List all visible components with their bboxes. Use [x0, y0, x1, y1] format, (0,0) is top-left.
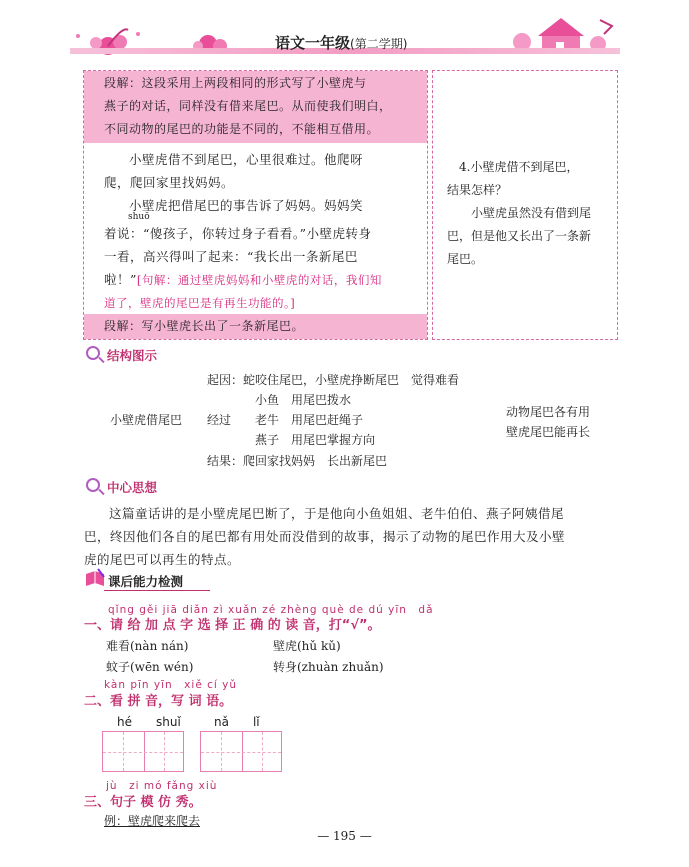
page-header — [70, 16, 620, 66]
side-question: 4.小壁虎借不到尾巴， 结果怎样？ — [447, 160, 579, 197]
question-3-pinyin: jù zi mó fǎng xiù — [106, 780, 218, 792]
page-number: — 195 — — [317, 829, 372, 843]
exercise-title: 课后能力检测 — [108, 574, 184, 589]
paragraph-1: 小壁虎借不到尾巴，心里很难过。他爬呀 爬，爬回家里找妈妈。 — [104, 152, 364, 190]
writing-grid-1[interactable] — [102, 731, 184, 772]
section-note: 段解：这段采用上两段相同的形式写了小壁虎与 燕子的对话，同样没有借来尾巴。从而使我们明白， 不同动物的尾巴的功能是不同的，不能相互借用。 — [104, 76, 392, 136]
q1-item-4: 转身(zhuàn zhuǎn) — [273, 660, 384, 674]
structure-swallow: 燕子 用尾巴掌握方向 — [255, 433, 376, 447]
structure-fish: 小鱼 用尾巴拨水 — [255, 393, 352, 407]
writing-grid-2[interactable] — [200, 731, 282, 772]
structure-conclusion-1: 动物尾巴各有用 — [506, 405, 591, 419]
q1-item-1: 难看(nàn nán) — [106, 639, 189, 653]
book-pen-icon — [84, 568, 106, 588]
paragraph-2: 小壁虎把借尾巴的事告诉了妈妈。妈妈笑 — [129, 198, 364, 213]
question-3: 三、句子 模 仿 秀。 — [84, 795, 202, 810]
q3-example: 例：壁虎爬来爬去 — [104, 814, 201, 828]
central-idea-text: 这篇童话讲的是小壁虎尾巴断了，于是他向小鱼姐姐、老牛伯伯、燕子阿姨借尾 巴，终因他们各自的尾巴都有用处而没借到的故事，揭示了动物的尾巴作用大及小壁 虎的尾巴可以再生的特点。 — [84, 506, 566, 567]
q2-pinyin-1: hé shuǐ — [117, 715, 181, 729]
q1-item-2: 壁虎(hǔ kǔ) — [273, 639, 341, 653]
structure-title: 结构图示 — [107, 348, 158, 363]
structure-cause: 起因：蛇咬住尾巴，小壁虎挣断尾巴 觉得难看 — [207, 373, 460, 387]
flower-decoration-icon — [68, 16, 268, 64]
q1-item-3: 蚊子(wēn wén) — [106, 660, 194, 674]
q2-pinyin-2: nǎ lǐ — [214, 715, 260, 729]
house-decoration-icon — [500, 12, 620, 64]
question-1: 一、请 给 加 点 字 选 择 正 确 的 读 音，打“√”。 — [84, 618, 381, 633]
structure-ox: 老牛 用尾巴赶绳子 — [255, 413, 364, 427]
question-2-pinyin: kàn pīn yīn xiě cí yǔ — [104, 679, 238, 691]
structure-main: 小壁虎借尾巴 — [110, 413, 183, 427]
bottom-note: 段解：写小壁虎长出了一条新尾巴。 — [104, 319, 305, 333]
sentence-note: [句解：通过壁虎妈妈和小壁虎的对话，我们知 — [136, 273, 382, 287]
structure-process: 经过 — [207, 413, 232, 427]
ruby-pinyin: shuō — [128, 212, 150, 222]
exercise-title-underline — [104, 590, 210, 591]
question-2: 二、看 拼 音，写 词 语。 — [84, 694, 233, 709]
structure-conclusion-2: 壁虎尾巴能再长 — [506, 425, 591, 439]
magnifier-icon — [86, 346, 100, 360]
paragraph-2-cont: 着说：“傻孩子，你转过身子看看。”小壁虎转身 一看，高兴得叫了起来：“我长出一条新尾巴 啦！”[句解：通过壁虎妈妈和小壁虎的对话，我们知 道了，壁虎的尾巴是有再生功能的。] — [104, 226, 382, 310]
page-title: 语文一年级(第二学期) — [275, 34, 408, 52]
structure-result: 结果：爬回家找妈妈 长出新尾巴 — [207, 454, 388, 468]
question-1-pinyin: qǐng gěi jiā diǎn zì xuǎn zé zhèng què de dú yīn dǎ — [108, 604, 434, 616]
magnifier-icon — [86, 478, 100, 492]
central-idea-title: 中心思想 — [107, 480, 158, 495]
side-answer: 小壁虎虽然没有借到尾 巴，但是他又长出了一条新 尾巴。 — [447, 206, 592, 266]
